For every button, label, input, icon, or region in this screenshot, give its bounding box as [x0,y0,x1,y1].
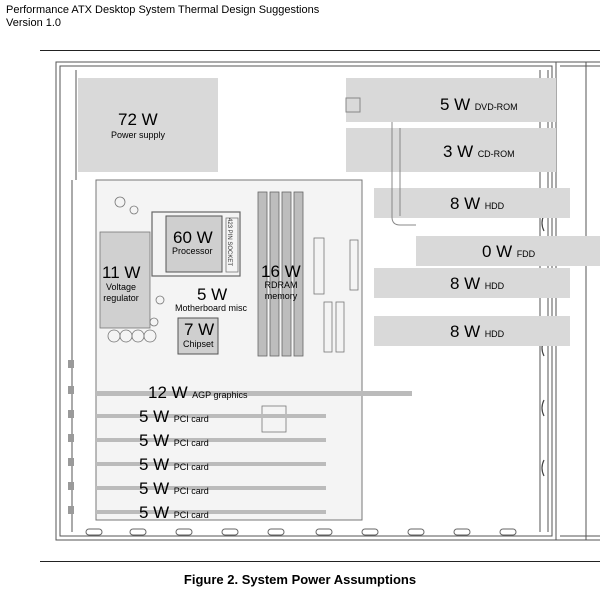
dvd-rom-watts: 5 W [440,95,471,114]
motherboard-misc-watts: 5 W [197,285,228,304]
agp-slot [96,391,412,396]
motherboard-misc-label: Motherboard misc [175,303,248,313]
chipset-label: Chipset [183,339,214,349]
pci-card-label [139,480,209,498]
chipset-watts: 7 W [184,320,215,339]
document-version: Version 1.0 [6,17,62,29]
socket-label: 423 PIN SOCKET [226,218,232,267]
rdram-line2: memory [264,291,298,301]
pci-card-watts: 5 W [139,503,170,522]
dvd-rom-label [440,96,518,114]
power-supply-label: Power supply [111,130,166,140]
hdd1-watts: 8 W [450,194,481,213]
cd-rom-name: CD-ROM [477,149,515,159]
pci-card-name: PCI card [173,414,209,424]
processor-label: Processor [172,246,213,256]
pci-card-label [139,504,209,522]
pci-card-label [139,456,209,474]
voltage-regulator-label [98,282,144,304]
cd-rom-watts: 3 W [443,142,474,161]
hdd3-label [450,323,504,341]
pci-card-name: PCI card [173,486,209,496]
processor-watts: 60 W [173,228,213,247]
fdd-label [482,243,535,261]
voltage-regulator-watts: 11 W [102,263,141,282]
pci-card-name: PCI card [173,462,209,472]
cd-rom-label [443,143,515,161]
hdd3-watts: 8 W [450,322,481,341]
pci-card-label [139,408,209,426]
rdram-line1: RDRAM [264,280,298,290]
agp-label [148,384,248,402]
power-supply-watts: 72 W [118,110,158,129]
hdd1-label [450,195,504,213]
pci-card-watts: 5 W [139,431,170,450]
figure-caption: Figure 2. System Power Assumptions [183,572,417,587]
pci-card-label [139,432,209,450]
document-title: Performance ATX Desktop System Thermal Design Suggestions [6,4,320,16]
pci-card-name: PCI card [173,510,209,520]
rdram-label [258,280,304,302]
pci-card-watts: 5 W [139,479,170,498]
hdd2-watts: 8 W [450,274,481,293]
fdd-name: FDD [516,249,536,259]
pci-card-name: PCI card [173,438,209,448]
hdd3-name: HDD [484,329,505,339]
voltage-regulator-line1: Voltage [105,282,137,292]
pci-card-watts: 5 W [139,407,170,426]
hdd2-name: HDD [484,281,505,291]
voltage-regulator-line2: regulator [103,293,139,303]
rdram-watts: 16 W [261,262,301,281]
fdd-watts: 0 W [482,242,513,261]
hdd1-name: HDD [484,201,505,211]
pci-card-watts: 5 W [139,455,170,474]
dvd-rom-name: DVD-ROM [474,102,518,112]
agp-name: AGP graphics [192,390,248,400]
hdd2-label [450,275,504,293]
agp-watts: 12 W [148,383,188,402]
